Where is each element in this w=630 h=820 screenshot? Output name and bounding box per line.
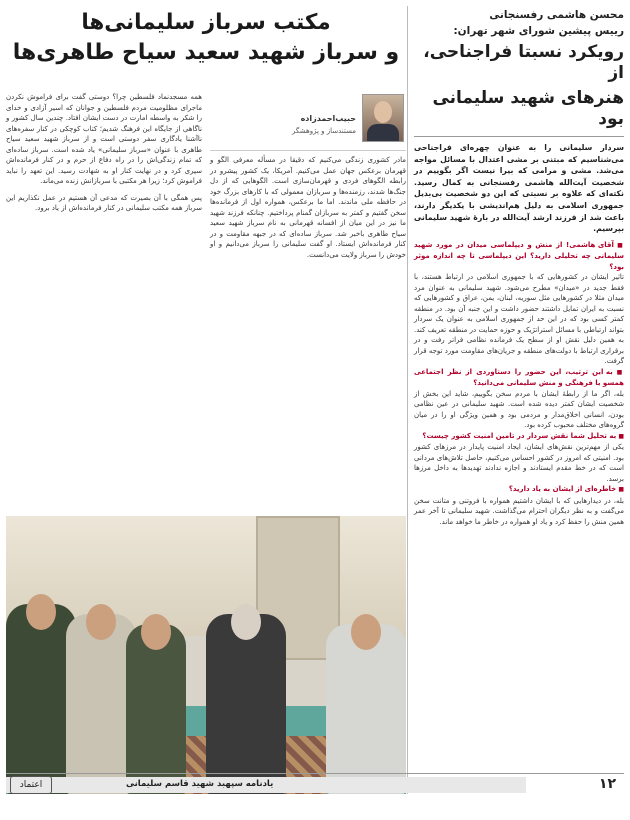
interview-lead: سردار سلیمانی را به عنوان چهره‌ای فراجناحی می‌شناسیم که مبتنی بر مشی اعتدال با مسائل مواجه می‌شد. مشی و مرامی که بیرا نیست اگر بگوییم در شخصیت آیت‌الله هاشمی رفسنجانی به کمال رسید. نکته‌ای که علاوه بر نسبتی که این دو شخصیت بی‌بدیل جمهوری اسلامی به دلیل هم‌اندیشی با یکدیگر دارند، باعث شد از فرزند ارشد آیت‌الله در بارهٔ شهید سلیمانی بپرسیم. <box>414 136 624 235</box>
main-title-line2: و سرباز شهید سعید سیاح طاهری‌ها <box>12 40 400 65</box>
interview-column <box>407 6 624 794</box>
main-article <box>6 6 406 794</box>
interviewee-role: رییس پیشین شورای شهر تهران: <box>453 25 624 37</box>
question-2: ■ به این ترتیب، این حضور را دستاوردی از نظر اجتماعی همسو با فرهنگی و منش سلیمانی می‌دانید؟ <box>414 367 624 389</box>
photo-person-5-head <box>351 614 381 650</box>
photo-person-2-head <box>86 604 116 640</box>
answer-2: بله، اگر ما از رابطهٔ ایشان با مردم سخن بگوییم، شاید این بخش از شخصیت ایشان کمتر دیده شده است. شهید سلیمانی در عین نظامی بودن، انسانی اخلاق‌مدار و مردمی بود و همین ویژگی او را در میان گروه‌های مختلف محبوب کرده بود. <box>414 389 624 430</box>
article-column-right <box>210 92 406 260</box>
question-3: ■ به تحلیل شما نقش سردار در تامین امنیت کشور چیست؟ <box>414 431 624 443</box>
photo-person-4 <box>206 614 286 794</box>
interview-body <box>414 240 624 528</box>
article-text-left: همه مسجدنماد فلسطین چرا؟ دوستی گفت برای فراموش نکردن ماجرای مظلومیت مردم فلسطین و جوانان که اسیر آزادی و خدای را شکر به واسطه امارت در دست ایشان افتاد. چندین سال کشور و ناگاهی از جایگاه این فرهنگ شدیم؛ کتاب کوچکی در کنار سفره‌های ناآشنا یادگاری سفر دوستی است و از سرباز شهید سعید سیاح طاهری با عنوان «سرباز سلیمانی» یاد شده است. سرباز ساده‌ای که تمام زندگی‌اش را در راه دفاع از حرم و در کنار فرمانده‌اش سپری کرد و در نهایت کنار او به شهادت رسید. این تعهد را نباید فراموش کرد؛ زیرا هر مکتبی با سربازانش زنده می‌ماند. <box>6 93 202 186</box>
author-head <box>374 101 392 123</box>
interview-title-line2: هنرهای شهید سلیمانی بود <box>432 88 624 129</box>
answer-4: بله، در دیدارهایی که با ایشان داشتیم همواره با فروتنی و متانت سخن می‌گفت و به نظر دیگران احترام می‌گذاشت. شهید سلیمانی تا آخر عمر همین منش را حفظ کرد و یاد او همواره در خاطر ما خواهد ماند. <box>414 496 624 526</box>
main-title <box>6 8 406 68</box>
photo-person-3-head <box>141 614 171 650</box>
photo-person-1-head <box>26 594 56 630</box>
interviewee-name: محسن هاشمی رفسنجانی <box>489 9 624 21</box>
page-footer <box>6 773 624 796</box>
main-title-line1: مکتب سرباز سلیمانی‌ها <box>81 10 331 35</box>
photo-person-3 <box>126 624 186 794</box>
author-body <box>367 124 399 141</box>
question-1: ■ آقای هاشمی! از منش و دیپلماسی میدان در مورد شهید سلیمانی چه تحلیلی دارید؟ این دیپلماسی تا چه اندازه موثر بود؟ <box>414 240 624 273</box>
interview-title-line1: رویکرد نسبتا فراجناحی، از <box>423 42 624 83</box>
answer-3: یکی از مهم‌ترین نقش‌های ایشان، ایجاد امنیت پایدار در مرزهای کشور بود. امنیتی که امروز در کشور احساس می‌کنیم، حاصل تلاش‌های مردانی است که در خط مقدم ایستادند و اجازه ندادند تهدیدها به داخل مرزها برسد. <box>414 443 624 483</box>
page-number: ۱۲ <box>598 776 616 792</box>
author-name: حبیب‌احمدزاده <box>300 114 356 123</box>
article-text-right: مادر کشوری زندگی می‌کنیم که دقیقا در مسأله معرفی الگو و قهرمان برعکس جهان عمل می‌کنیم. آمریکا، یک کشور پیشرو در رابطه الگوهای فردی و قهرمان‌سازی است. الگوهایی که از دل جنگ‌ها شدند، رزمنده‌ها و سربازان معمولی که با کارهای بزرگ خود در حافظه ملی ماندند. اما ما برعکس، همواره اول از فرمانده‌ها سخن گفتیم و کمتر به سربازان گمنام پرداختیم. چنانکه فرزند شهید ما نیز در این میان از افسانه قهرمانی به نام سرباز شهید سعید سیاح طاهری باخبر شد. سرباز ساده‌ای که در جبهه مقاومت و در کنار فرمانده‌اش ایستاد. او گفت سلیمانی را سرباز می‌دانیم و او خودش را سرباز ولایت می‌دانست. <box>210 156 406 259</box>
author-role: مستندساز و پژوهشگر <box>292 127 356 135</box>
photo-person-4-head <box>231 604 261 640</box>
author-box <box>210 92 406 151</box>
author-photo <box>362 94 404 142</box>
newspaper-page <box>6 6 624 796</box>
article-text-left-tail: پس همگی با آن بصیرت که مدعی آن هستیم در عمل نکذاریم این سرباز همه مکتب سلیمانی در کنار فرمانده‌اش از یاد برود. <box>6 193 202 213</box>
prayer-photo <box>6 516 406 794</box>
question-4: ■ خاطره‌ای از ایشان به یاد دارید؟ <box>414 484 624 496</box>
newspaper-logo: اعتماد <box>10 776 52 794</box>
footer-caption: یادنامه سپهبد شهید قاسم سلیمانی <box>126 779 274 789</box>
answer-1: تاثیر ایشان در کشورهایی که با جمهوری اسلامی در ارتباط هستند، با فقط جدید در «میدان» مطرح می‌شود. شهید سلیمانی به عنوان مرد میدان مثلا در کشورهایی مثل سوریه، لبنان، یمن، عراق و کشورهایی که نسبت به ایران تمایل داشتند حضور داشت و این جنبه آن بود. در منطقه کمتر کسی بود که در این حد از جمهوری اسلامی به عنوان یک سردار بتواند ارتباطی با مسائل استراتژیک و حوزه حمایت در منطقه تعریف کند. به همین دلیل نقش او از سطح یک فرمانده نظامی فراتر رفت و در برقراری ارتباط با دولت‌های منطقه و جریان‌های مقاومت مورد توجه قرار گرفت. <box>414 273 624 366</box>
photo-person-5 <box>326 624 406 794</box>
article-column-left <box>6 92 202 214</box>
article-columns <box>6 92 406 490</box>
